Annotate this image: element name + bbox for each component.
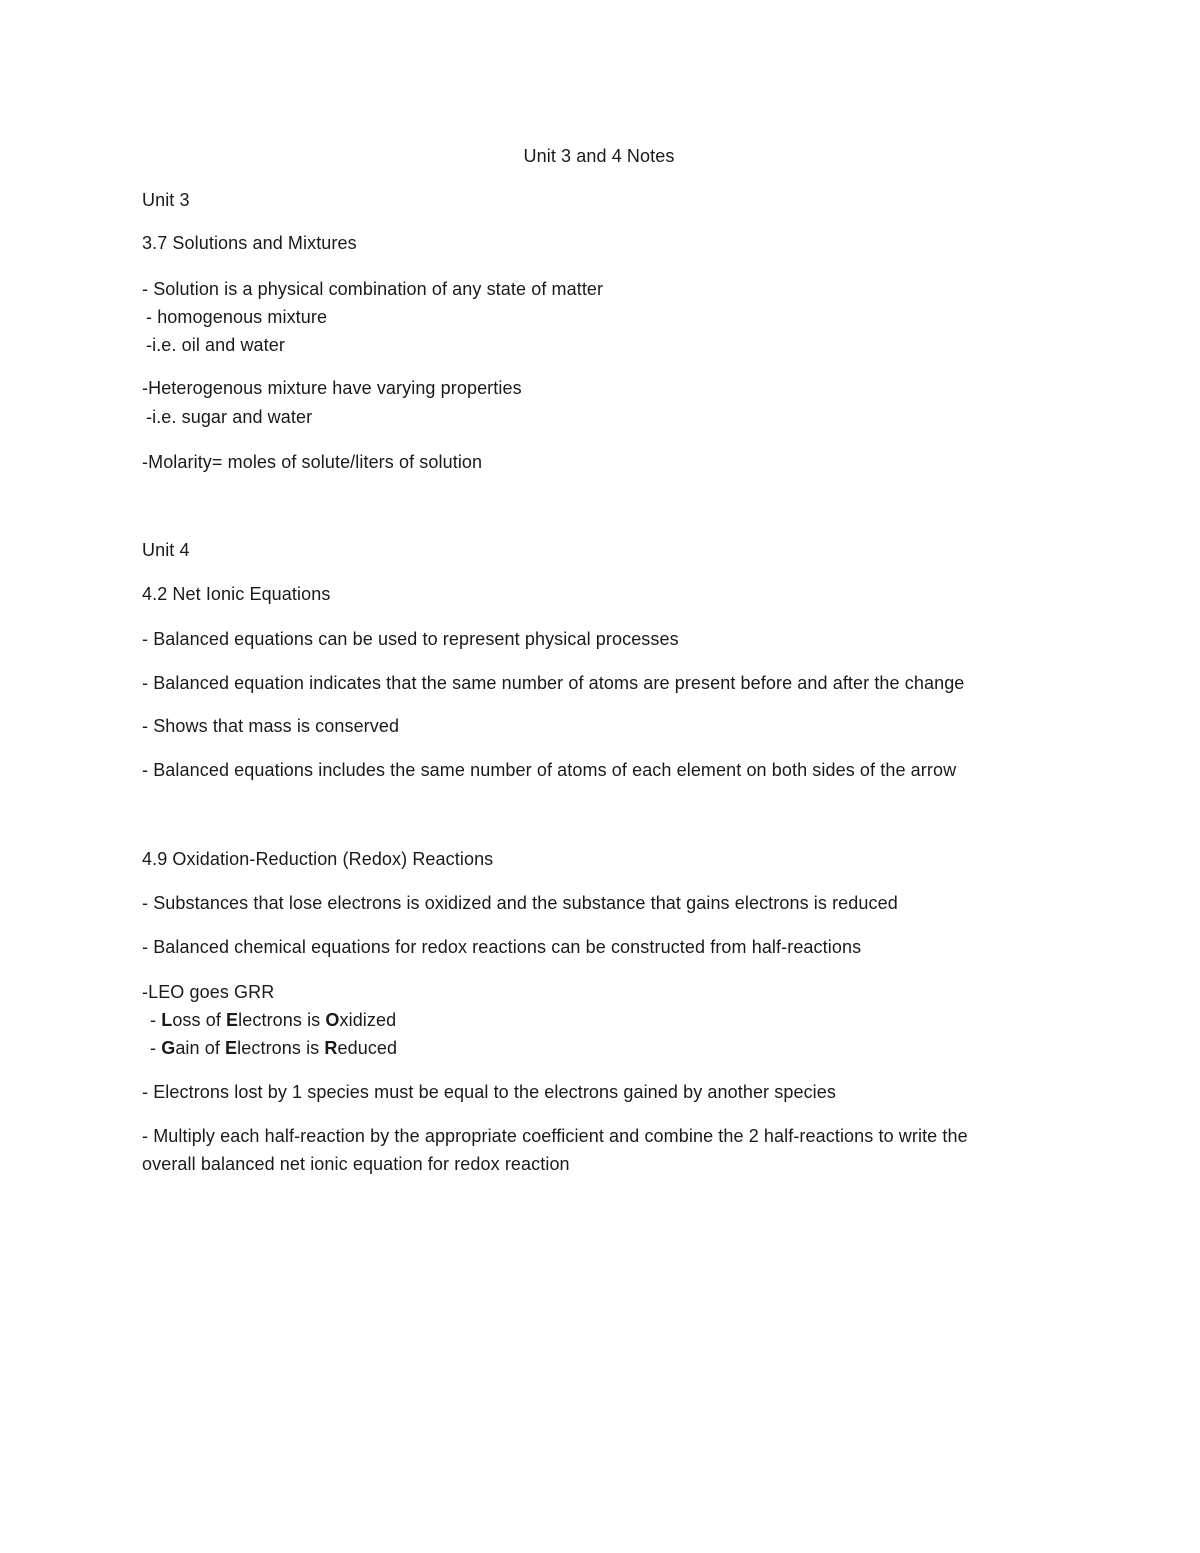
- mnemonic-letter: G: [161, 1038, 176, 1058]
- mnemonic-gain-line: [150, 1037, 397, 1059]
- note-line: - Shows that mass is conserved: [142, 716, 400, 736]
- mnemonic-letter: R: [324, 1038, 338, 1058]
- unit4-heading: Unit 4: [142, 540, 190, 560]
- mnemonic-letter: O: [325, 1010, 340, 1030]
- note-line: - homogenous mixture: [146, 307, 328, 327]
- page-title: Unit 3 and 4 Notes: [523, 146, 675, 166]
- mnemonic-text: xidized: [339, 1010, 397, 1030]
- note-line: - Balanced chemical equations for redox reactions can be constructed from half-reactions: [142, 937, 862, 957]
- mnemonic-text: oss of: [172, 1010, 227, 1030]
- mnemonic-text: -: [150, 1038, 162, 1058]
- note-line: - Electrons lost by 1 species must be equal to the electrons gained by another species: [142, 1082, 836, 1102]
- mnemonic-letter: E: [226, 1010, 239, 1030]
- section-4-2-heading: 4.2 Net Ionic Equations: [142, 584, 331, 604]
- note-line: - Balanced equations includes the same number of atoms of each element on both sides of the arrow: [142, 760, 957, 780]
- mnemonic-text: ain of: [175, 1038, 226, 1058]
- note-line: - Multiply each half-reaction by the appropriate coefficient and combine the 2 half-reactions to write the: [142, 1126, 968, 1146]
- section-4-9-heading: 4.9 Oxidation-Reduction (Redox) Reactions: [142, 849, 494, 869]
- unit3-heading: Unit 3: [142, 190, 190, 210]
- note-line: -i.e. sugar and water: [146, 407, 313, 427]
- mnemonic-text: lectrons is: [237, 1038, 325, 1058]
- mnemonic-letter: L: [161, 1010, 173, 1030]
- mnemonic-text: lectrons is: [238, 1010, 326, 1030]
- mnemonic-text: -: [150, 1010, 162, 1030]
- note-line: - Substances that lose electrons is oxidized and the substance that gains electrons is reduced: [142, 893, 898, 913]
- note-line: - Balanced equation indicates that the same number of atoms are present before and after the change: [142, 673, 965, 693]
- note-line: overall balanced net ionic equation for redox reaction: [142, 1154, 570, 1174]
- note-line: - Solution is a physical combination of any state of matter: [142, 279, 604, 299]
- note-line: -LEO goes GRR: [142, 982, 275, 1002]
- mnemonic-letter: E: [225, 1038, 238, 1058]
- note-line: -Molarity= moles of solute/liters of solution: [142, 452, 483, 472]
- note-line: - Balanced equations can be used to represent physical processes: [142, 629, 679, 649]
- mnemonic-loss-line: [150, 1009, 396, 1031]
- note-line: -Heterogenous mixture have varying properties: [142, 378, 522, 398]
- note-line: -i.e. oil and water: [146, 335, 285, 355]
- mnemonic-text: educed: [337, 1038, 398, 1058]
- section-3-7-heading: 3.7 Solutions and Mixtures: [142, 233, 357, 253]
